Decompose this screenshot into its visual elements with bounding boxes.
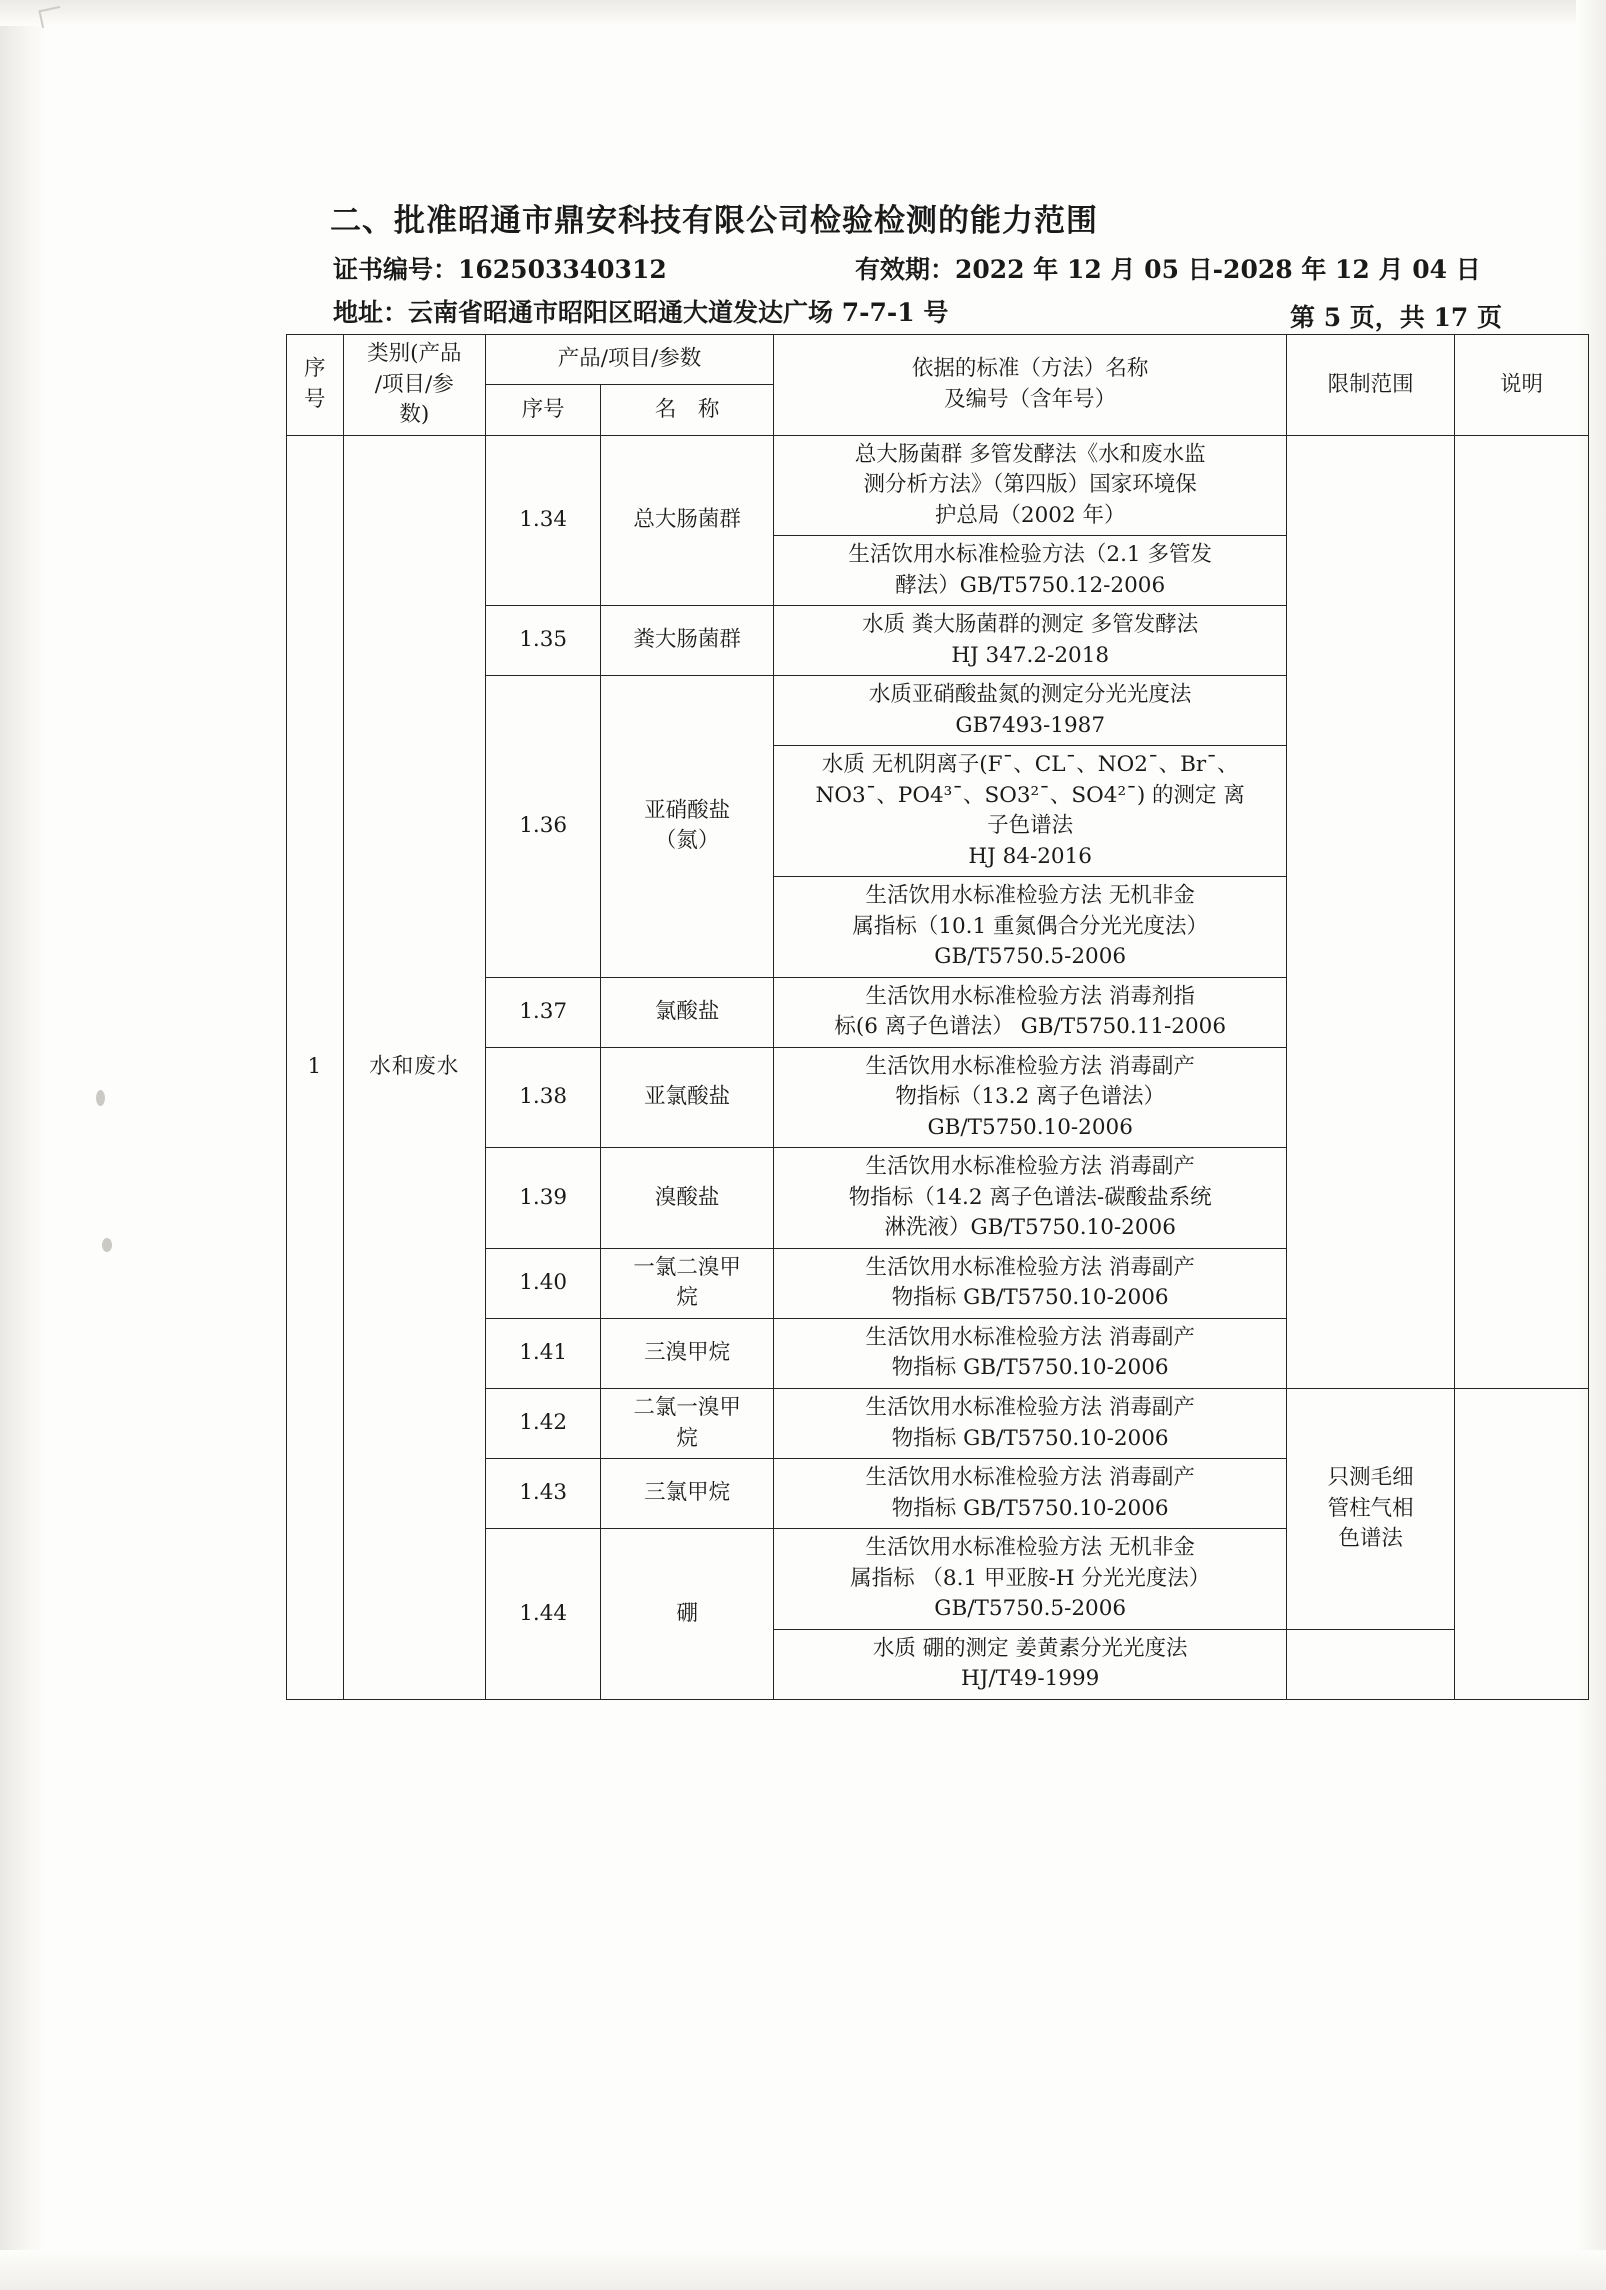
- standard-cell: 生活饮用水标准检验方法 消毒副产 物指标 GB/T5750.10-2006: [774, 1459, 1287, 1529]
- page-title: 二、批准昭通市鼎安科技有限公司检验检测的能力范围: [330, 203, 1098, 239]
- standard-cell: 水质 硼的测定 姜黄素分光光度法 HJ/T49-1999: [774, 1629, 1287, 1699]
- item-name: 三溴甲烷: [601, 1318, 774, 1388]
- limit-cell-capillary-note: 只测毛细 管柱气相 色谱法: [1287, 1388, 1455, 1629]
- certificate-number: 证书编号：162503340312: [333, 255, 667, 284]
- capability-scope-table: [286, 334, 1589, 1700]
- standard-cell: 水质亚硝酸盐氮的测定分光光度法 GB7493-1987: [774, 676, 1287, 746]
- item-no: 1.39: [486, 1148, 601, 1249]
- table-row: [287, 435, 1589, 536]
- header-limit: 限制范围: [1287, 335, 1455, 436]
- item-no: 1.38: [486, 1047, 601, 1148]
- item-no: 1.41: [486, 1318, 601, 1388]
- item-name: 亚硝酸盐 （氮）: [601, 676, 774, 978]
- header-product-seq: 序号: [486, 385, 601, 435]
- header-standard-group: 依据的标准（方法）名称 及编号（含年号）: [774, 335, 1287, 436]
- item-no: 1.44: [486, 1529, 601, 1700]
- limit-cell-empty-top: [1287, 435, 1455, 1388]
- header-seq: 序 号: [287, 335, 344, 436]
- item-name: 总大肠菌群: [601, 435, 774, 606]
- standard-cell: 生活饮用水标准检验方法 无机非金 属指标 （8.1 甲亚胺-H 分光光度法） GB/T5750.5-2006: [774, 1529, 1287, 1630]
- header-product-name: 名 称: [601, 385, 774, 435]
- item-no: 1.34: [486, 435, 601, 606]
- item-no: 1.43: [486, 1459, 601, 1529]
- standard-cell: 生活饮用水标准检验方法 无机非金 属指标（10.1 重氮偶合分光光度法） GB/T5750.5-2006: [774, 877, 1287, 978]
- page-indicator: 第 5 页，共 17 页: [1290, 303, 1502, 332]
- item-name: 氯酸盐: [601, 977, 774, 1047]
- table-header-row: [287, 335, 1589, 385]
- item-name: 溴酸盐: [601, 1148, 774, 1249]
- standard-cell: 总大肠菌群 多管发酵法《水和废水监 测分析方法》（第四版）国家环境保 护总局（2002 年）: [774, 435, 1287, 536]
- header-note: 说明: [1454, 335, 1588, 436]
- item-name: 硼: [601, 1529, 774, 1700]
- standard-cell: 生活饮用水标准检验方法 消毒副产 物指标 GB/T5750.10-2006: [774, 1318, 1287, 1388]
- standard-cell: 生活饮用水标准检验方法 消毒副产 物指标 GB/T5750.10-2006: [774, 1388, 1287, 1458]
- standard-cell: 生活饮用水标准检验方法（2.1 多管发 酵法）GB/T5750.12-2006: [774, 536, 1287, 606]
- item-name: 粪大肠菌群: [601, 606, 774, 676]
- item-no: 1.40: [486, 1248, 601, 1318]
- note-cell-empty-bottom: [1454, 1388, 1588, 1699]
- item-name: 亚氯酸盐: [601, 1047, 774, 1148]
- limit-cell-empty-last: [1287, 1629, 1455, 1699]
- row-seq: 1: [287, 435, 344, 1699]
- note-cell-empty-top: [1454, 435, 1588, 1388]
- item-no: 1.37: [486, 977, 601, 1047]
- row-category: 水和废水: [343, 435, 485, 1699]
- company-address: 地址：云南省昭通市昭阳区昭通大道发达广场 7-7-1 号: [333, 298, 949, 327]
- item-no: 1.42: [486, 1388, 601, 1458]
- standard-cell: 生活饮用水标准检验方法 消毒剂指 标(6 离子色谱法） GB/T5750.11-2006: [774, 977, 1287, 1047]
- standard-cell: 水质 粪大肠菌群的测定 多管发酵法 HJ 347.2-2018: [774, 606, 1287, 676]
- item-name: 一氯二溴甲 烷: [601, 1248, 774, 1318]
- item-name: 三氯甲烷: [601, 1459, 774, 1529]
- standard-cell: 水质 无机阴离子(F¯、CL¯、NO2¯、Br¯、 NO3¯、PO4³¯、SO3²¯、SO4²¯) 的测定 离 子色谱法 HJ 84-2016: [774, 746, 1287, 877]
- item-no: 1.35: [486, 606, 601, 676]
- standard-cell: 生活饮用水标准检验方法 消毒副产 物指标 GB/T5750.10-2006: [774, 1248, 1287, 1318]
- standard-cell: 生活饮用水标准检验方法 消毒副产 物指标（14.2 离子色谱法-碳酸盐系统 淋洗液）GB/T5750.10-2006: [774, 1148, 1287, 1249]
- item-no: 1.36: [486, 676, 601, 978]
- standard-cell: 生活饮用水标准检验方法 消毒副产 物指标（13.2 离子色谱法） GB/T5750.10-2006: [774, 1047, 1287, 1148]
- item-name: 二氯一溴甲 烷: [601, 1388, 774, 1458]
- validity-period: 有效期：2022 年 12 月 05 日-2028 年 12 月 04 日: [855, 255, 1481, 284]
- header-category: 类别(产品 /项目/参 数): [343, 335, 485, 436]
- header-product-group: 产品/项目/参数: [486, 335, 774, 385]
